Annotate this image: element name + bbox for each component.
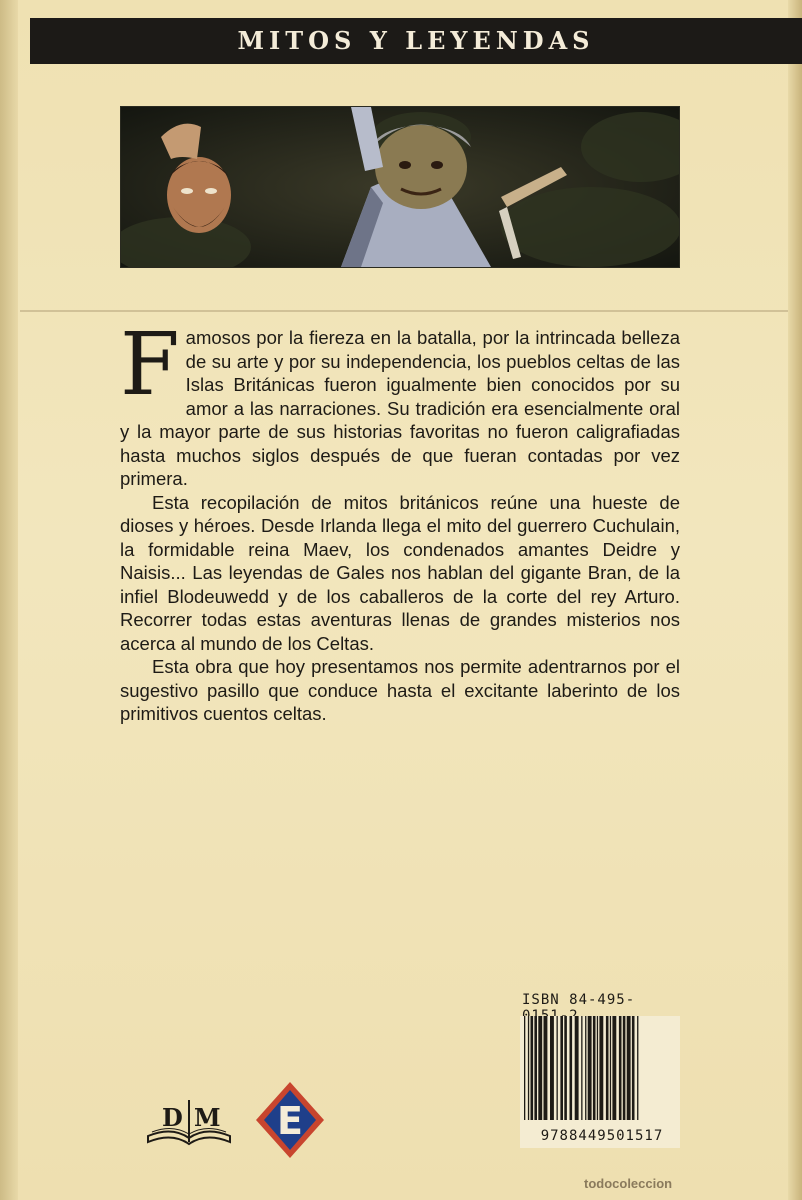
- blurb-paragraph-3: Esta obra que hoy presentamos nos permite adentrarnos por el sugestivo pasillo que conduce hasta el excitante laberinto de los primitivos cuentos celtas.: [120, 656, 680, 724]
- svg-text:D: D: [162, 1103, 183, 1132]
- barcode-bar: [570, 1016, 573, 1120]
- barcode-bar: [597, 1016, 598, 1120]
- barcode-bar: [619, 1016, 622, 1120]
- svg-text:M: M: [194, 1103, 221, 1132]
- series-title: MITOS Y LEYENDAS: [237, 26, 595, 55]
- barcode-bar: [564, 1016, 567, 1120]
- e-logo: [254, 1080, 326, 1160]
- barcode-bar: [612, 1016, 616, 1120]
- barcode-bar: [524, 1016, 525, 1120]
- blurb-text: [120, 315, 680, 726]
- barcode-bar: [593, 1016, 596, 1120]
- barcode-bar: [531, 1016, 534, 1120]
- barcode-bar: [550, 1016, 554, 1120]
- fold-line: [20, 310, 788, 312]
- barcode-bar: [632, 1016, 635, 1120]
- barcode-bar: [599, 1016, 603, 1120]
- barcode-bar: [588, 1016, 592, 1120]
- barcode-bar: [606, 1016, 609, 1120]
- cover-painting: [120, 106, 680, 268]
- barcode-bar: [581, 1016, 582, 1120]
- barcode-bar: [534, 1016, 537, 1120]
- barcode-bar: [560, 1016, 563, 1120]
- isbn-label: ISBN 84-495-: [522, 992, 636, 1008]
- barcode-bar: [575, 1016, 579, 1120]
- watermark: todocoleccion: [584, 1176, 673, 1191]
- dm-logo: [142, 1086, 236, 1148]
- drop-cap: F: [120, 315, 180, 415]
- barcode-bar: [557, 1016, 558, 1120]
- barcode-bar: [585, 1016, 586, 1120]
- barcode-bar: [528, 1016, 529, 1120]
- barcode-icon: [520, 1016, 680, 1128]
- right-fold-edge: [788, 0, 802, 1200]
- barcode-bar: [637, 1016, 638, 1120]
- barcode-bar: [544, 1016, 548, 1120]
- barcode-bar: [610, 1016, 611, 1120]
- barcode-number: 9788449501517: [540, 1128, 664, 1144]
- blurb-paragraph-2: Esta recopilación de mitos británicos reúne una hueste de dioses y héroes. Desde Irlanda llega el mito del guerrero Cuchulain, la formidable reina Maev, los condenados amantes Deidre y Naisis... Las leyendas de Gales nos hablan del gigante Bran, de la infiel Blodeuwedd y de los caballeros de la corte del rey Arturo. Recorrer todas estas aventuras llenas de grandes misterios nos acerca al mundo de los Celtas.: [120, 491, 680, 654]
- barcode-bar: [623, 1016, 626, 1120]
- svg-text:E: E: [277, 1099, 303, 1143]
- publisher-e-logo-icon: [254, 1080, 326, 1160]
- painting-icon: [121, 107, 679, 267]
- left-fold-edge: [0, 0, 18, 1200]
- blurb-paragraph-1: [120, 315, 680, 491]
- blurb-paragraph-1-text: amosos por la fiereza en la batalla, por la intrincada belleza de su arte y por su independencia, los pueblos celtas de las Islas Británicas fueron igualmente bien conocidos por su amor a las narraciones. Su tradición era esencialmente oral y la mayor parte de sus historias favoritas no fueron caligrafiadas hasta muchos siglos después de que fueran contadas por vez primera.: [120, 327, 680, 489]
- barcode-bar: [538, 1016, 542, 1120]
- open-book-logo-icon: [142, 1086, 236, 1148]
- barcode-bar: [627, 1016, 631, 1120]
